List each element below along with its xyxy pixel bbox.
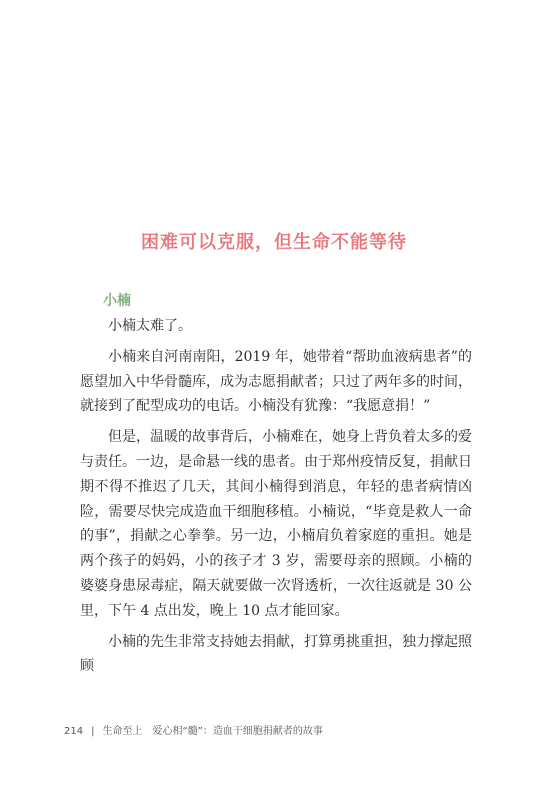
paragraph: 小楠来自河南南阳，2019 年，她带着“帮助血液病患者”的愿望加入中华骨髓库，成为志愿捐献者；只过了两年多的时间，就接到了配型成功的电话。小楠没有犹豫：“我愿意捐！” xyxy=(80,348,472,415)
paragraph: 但是，温暖的故事背后，小楠难在，她身上背负着太多的爱与责任。一边，是命悬一线的患者。由于郑州疫情反复，捐献日期不得不推迟了几天，其间小楠得到消息，年轻的患者病情凶险，需要尽快完成造血干细胞移植。小楠说，“毕竟是救人一命的事”，捐献之心拳拳。另一边，小楠肩负着家庭的重担。她是两个孩子的妈妈，小的孩子才 3 岁，需要母亲的照顾。小楠的婆婆身患尿毒症，隔天就要做一次肾透析，一次往返就是 30 公里，下午 4 点出发，晚上 10 点才能回家。 xyxy=(80,429,472,619)
paragraph: 小楠太难了。 xyxy=(108,318,192,334)
footer-separator: | xyxy=(91,726,95,737)
page-title: 困难可以克服，但生命不能等待 xyxy=(141,232,407,253)
page-footer xyxy=(64,722,323,737)
page-number: 214 xyxy=(64,726,84,737)
book-part: 生命至上 xyxy=(102,726,143,737)
section-name: 小楠 xyxy=(103,293,131,309)
body-text xyxy=(80,314,472,685)
book-title: 爱心相“髓”：造血干细胞捐献者的故事 xyxy=(152,726,323,737)
paragraph: 小楠的先生非常支持她去捐献，打算勇挑重担，独力撑起照顾 xyxy=(80,633,472,675)
